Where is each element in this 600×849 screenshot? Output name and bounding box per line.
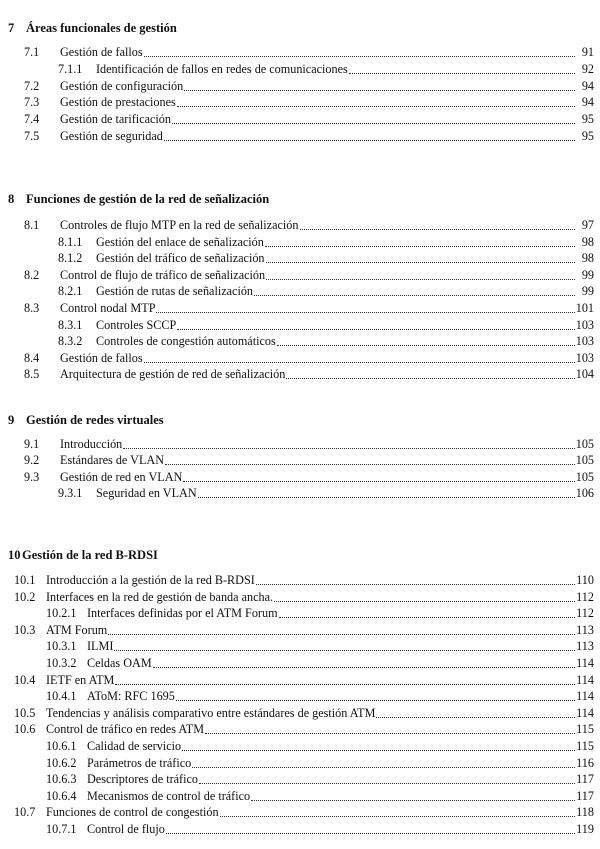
dot-leader xyxy=(165,463,575,465)
dot-leader xyxy=(108,633,575,635)
entry-number: 7.3 xyxy=(24,95,40,110)
entry-number: 10.5 xyxy=(14,705,36,720)
entry-number: 10.6.2 xyxy=(46,755,77,770)
dot-leader xyxy=(172,122,575,124)
dot-leader xyxy=(144,55,575,57)
dot-leader xyxy=(183,480,574,482)
toc-entry[interactable] xyxy=(14,590,594,605)
entry-number: 10.1 xyxy=(14,573,36,587)
dot-leader xyxy=(254,294,575,296)
toc-entry[interactable] xyxy=(24,112,594,127)
dot-leader xyxy=(192,766,575,768)
entry-title: AToM: RFC 1695 xyxy=(87,689,175,704)
toc-entry[interactable] xyxy=(14,673,594,688)
entry-title: Arquitectura de gestión de red de señalización xyxy=(60,367,286,382)
dot-leader xyxy=(115,683,575,685)
entry-title: Funciones de control de congestión xyxy=(46,805,219,820)
entry-title: Gestión del tráfico de señalización xyxy=(96,251,265,266)
entry-page-number: 92 xyxy=(581,61,594,76)
dot-leader xyxy=(300,228,576,230)
entry-title: Gestión de prestaciones xyxy=(60,95,176,110)
entry-page-number: 106 xyxy=(575,486,594,501)
entry-page-number: 114 xyxy=(576,689,594,704)
entry-title: Calidad de servicio xyxy=(87,739,182,753)
entry-page-number: 114 xyxy=(576,672,594,687)
entry-number: 8.1 xyxy=(24,218,40,232)
toc-entry[interactable] xyxy=(46,772,594,787)
entry-number: 10.2 xyxy=(14,589,36,604)
chapter-number: 9 xyxy=(8,413,15,427)
entry-page-number: 110 xyxy=(576,573,594,587)
entry-number: 8.2.1 xyxy=(58,284,83,299)
entry-page-number: 112 xyxy=(576,606,594,621)
entry-title: Descriptores de tráfico xyxy=(87,772,198,787)
entry-title: Gestión de configuración xyxy=(60,78,184,93)
entry-title: Interfaces definidas por el ATM Forum xyxy=(87,606,278,621)
entry-title: Gestión de tarificación xyxy=(60,112,171,127)
entry-page-number: 117 xyxy=(576,772,594,787)
chapter-title xyxy=(8,412,164,428)
entry-title: ATM Forum xyxy=(46,622,108,637)
toc-entry[interactable] xyxy=(46,756,594,771)
entry-title: Control nodal MTP xyxy=(60,301,156,315)
entry-title: Interfaces en la red de gestión de banda ancha. xyxy=(46,589,274,604)
toc-entry[interactable] xyxy=(24,79,594,94)
dot-leader xyxy=(251,799,575,801)
entry-title: Tendencias y análisis comparativo entre estándares de gestión ATM xyxy=(46,705,376,720)
entry-page-number: 114 xyxy=(576,656,594,670)
entry-page-number: 105 xyxy=(575,453,594,468)
entry-number: 10.3.2 xyxy=(46,656,77,670)
toc-entry[interactable] xyxy=(46,639,594,654)
dot-leader xyxy=(265,245,575,247)
toc-entry[interactable] xyxy=(46,606,594,621)
chapter-title xyxy=(8,20,177,36)
entry-page-number: 114 xyxy=(576,705,594,720)
dot-leader xyxy=(164,139,575,141)
entry-page-number: 94 xyxy=(581,78,594,93)
entry-number: 10.4 xyxy=(14,672,36,687)
entry-number: 7.1.1 xyxy=(58,61,83,76)
entry-title: Controles de flujo MTP en la red de señalización xyxy=(60,218,299,232)
entry-page-number: 91 xyxy=(581,45,594,59)
toc-entry[interactable] xyxy=(46,656,594,671)
chapter-title-text: Gestión de redes virtuales xyxy=(26,413,164,427)
entry-page-number: 103 xyxy=(575,317,594,332)
toc-entry[interactable] xyxy=(14,805,594,820)
toc-entry[interactable] xyxy=(46,689,594,704)
dot-leader xyxy=(266,278,575,280)
toc-entry[interactable] xyxy=(24,351,594,366)
dot-leader xyxy=(220,815,575,817)
dot-leader xyxy=(184,89,575,91)
toc-entry[interactable] xyxy=(58,486,594,501)
entry-page-number: 119 xyxy=(576,822,594,836)
entry-page-number: 98 xyxy=(581,234,594,249)
chapter-title xyxy=(8,191,269,207)
entry-title: Parámetros de tráfico xyxy=(87,755,192,770)
entry-page-number: 98 xyxy=(581,251,594,266)
toc-entry[interactable] xyxy=(24,301,594,316)
entry-page-number: 112 xyxy=(576,589,594,604)
dot-leader xyxy=(156,311,574,313)
toc-entry[interactable] xyxy=(58,235,594,250)
chapter-number: 8 xyxy=(8,192,15,206)
toc-entry[interactable] xyxy=(24,268,594,283)
dot-leader xyxy=(166,832,575,834)
dot-leader xyxy=(205,732,575,734)
entry-title: Gestión de red en VLAN xyxy=(60,469,183,484)
dot-leader xyxy=(114,649,575,651)
dot-leader xyxy=(256,583,575,585)
entry-title: Mecanismos de control de tráfico xyxy=(87,788,251,803)
dot-leader xyxy=(176,699,575,701)
dot-leader xyxy=(177,328,574,330)
entry-number: 10.3 xyxy=(14,622,36,637)
entry-page-number: 115 xyxy=(576,722,594,737)
entry-page-number: 99 xyxy=(581,284,594,299)
chapter-title-text: Gestión de la red B-RDSI xyxy=(22,548,158,562)
entry-title: Seguridad en VLAN xyxy=(96,486,197,501)
entry-page-number: 104 xyxy=(575,367,594,382)
dot-leader xyxy=(198,496,575,498)
entry-title: ILMI xyxy=(87,639,114,654)
entry-page-number: 103 xyxy=(575,350,594,365)
entry-title: Identificación de fallos en redes de comunicaciones xyxy=(96,61,348,76)
entry-title: Controles SCCP xyxy=(96,317,177,332)
entry-page-number: 105 xyxy=(575,469,594,484)
toc-entry[interactable] xyxy=(14,573,594,588)
entry-title: IETF en ATM xyxy=(46,672,115,687)
dot-leader xyxy=(349,72,575,74)
entry-number: 10.6.3 xyxy=(46,772,77,787)
toc-entry[interactable] xyxy=(24,129,594,144)
dot-leader xyxy=(123,447,574,449)
toc-entry[interactable] xyxy=(24,453,594,468)
toc-entry[interactable] xyxy=(14,706,594,721)
entry-title: Estándares de VLAN xyxy=(60,453,165,468)
toc-entry[interactable] xyxy=(58,334,594,349)
entry-number: 10.6.4 xyxy=(46,788,77,803)
dot-leader xyxy=(182,749,575,751)
entry-page-number: 105 xyxy=(575,437,594,451)
entry-number: 7.5 xyxy=(24,129,40,143)
entry-page-number: 117 xyxy=(576,788,594,803)
chapter-title xyxy=(8,547,158,563)
entry-page-number: 113 xyxy=(576,622,594,637)
entry-number: 10.7 xyxy=(14,805,36,820)
entry-title: Celdas OAM xyxy=(87,656,152,670)
entry-title: Gestión de seguridad xyxy=(60,129,163,143)
entry-number: 10.4.1 xyxy=(46,689,77,704)
entry-number: 8.1.2 xyxy=(58,251,83,266)
entry-number: 10.2.1 xyxy=(46,606,77,621)
entry-number: 8.3.2 xyxy=(58,334,83,349)
dot-leader xyxy=(144,361,575,363)
entry-page-number: 103 xyxy=(575,334,594,349)
entry-title: Gestión de fallos xyxy=(60,350,143,365)
entry-title: Gestión del enlace de señalización xyxy=(96,234,264,249)
entry-number: 10.3.1 xyxy=(46,639,77,654)
entry-title: Gestión de fallos xyxy=(60,45,143,59)
entry-number: 9.3 xyxy=(24,469,40,484)
entry-page-number: 95 xyxy=(581,112,594,127)
dot-leader xyxy=(274,600,575,602)
chapter-title-text: Áreas funcionales de gestión xyxy=(26,21,177,35)
chapter-number: 10 xyxy=(8,548,21,562)
toc-entry[interactable] xyxy=(46,789,594,804)
entry-page-number: 113 xyxy=(576,639,594,654)
entry-page-number: 116 xyxy=(576,755,594,770)
entry-title: Controles de congestión automáticos xyxy=(96,334,276,349)
entry-number: 9.1 xyxy=(24,437,40,451)
entry-number: 8.2 xyxy=(24,267,40,282)
toc-entry[interactable] xyxy=(24,95,594,110)
toc-entry[interactable] xyxy=(58,62,594,77)
entry-number: 8.5 xyxy=(24,367,40,382)
dot-leader xyxy=(177,105,575,107)
toc-entry[interactable] xyxy=(58,284,594,299)
entry-number: 7.2 xyxy=(24,78,40,93)
toc-entry[interactable] xyxy=(24,470,594,485)
toc-entry[interactable] xyxy=(58,318,594,333)
toc-entry[interactable] xyxy=(46,822,594,837)
dot-leader xyxy=(153,666,575,668)
entry-page-number: 118 xyxy=(576,805,594,820)
entry-number: 9.2 xyxy=(24,453,40,468)
entry-page-number: 97 xyxy=(581,218,594,232)
entry-number: 7.1 xyxy=(24,45,40,59)
entry-number: 8.3.1 xyxy=(58,317,83,332)
entry-title: Gestión de rutas de señalización xyxy=(96,284,254,299)
entry-number: 8.4 xyxy=(24,350,40,365)
entry-page-number: 99 xyxy=(581,267,594,282)
entry-title: Control de flujo de tráfico de señalización xyxy=(60,267,266,282)
dot-leader xyxy=(376,716,575,718)
entry-page-number: 115 xyxy=(576,739,594,753)
entry-number: 8.1.1 xyxy=(58,234,83,249)
dot-leader xyxy=(277,344,575,346)
dot-leader xyxy=(266,261,575,263)
entry-number: 10.7.1 xyxy=(46,822,77,836)
entry-title: Introducción a la gestión de la red B-RDSI xyxy=(46,573,255,587)
entry-page-number: 94 xyxy=(581,95,594,110)
toc-entry[interactable] xyxy=(46,739,594,754)
entry-page-number: 101 xyxy=(575,301,594,315)
entry-number: 10.6.1 xyxy=(46,739,77,753)
chapter-title-text: Funciones de gestión de la red de señalización xyxy=(26,192,270,206)
entry-title: Introducción xyxy=(60,437,123,451)
entry-page-number: 95 xyxy=(581,129,594,143)
toc-entry[interactable] xyxy=(14,623,594,638)
toc-entry[interactable] xyxy=(24,367,594,382)
toc-entry[interactable] xyxy=(24,218,594,233)
toc-entry[interactable] xyxy=(14,722,594,737)
toc-entry[interactable] xyxy=(24,45,594,60)
entry-number: 9.3.1 xyxy=(58,486,83,501)
chapter-number: 7 xyxy=(8,21,15,35)
entry-title: Control de tráfico en redes ATM xyxy=(46,722,205,737)
entry-number: 7.4 xyxy=(24,112,40,127)
dot-leader xyxy=(286,377,574,379)
toc-entry[interactable] xyxy=(24,437,594,452)
entry-number: 8.3 xyxy=(24,301,40,315)
entry-title: Control de flujo xyxy=(87,822,165,836)
toc-entry[interactable] xyxy=(58,251,594,266)
dot-leader xyxy=(199,782,575,784)
entry-number: 10.6 xyxy=(14,722,36,737)
dot-leader xyxy=(279,616,575,618)
